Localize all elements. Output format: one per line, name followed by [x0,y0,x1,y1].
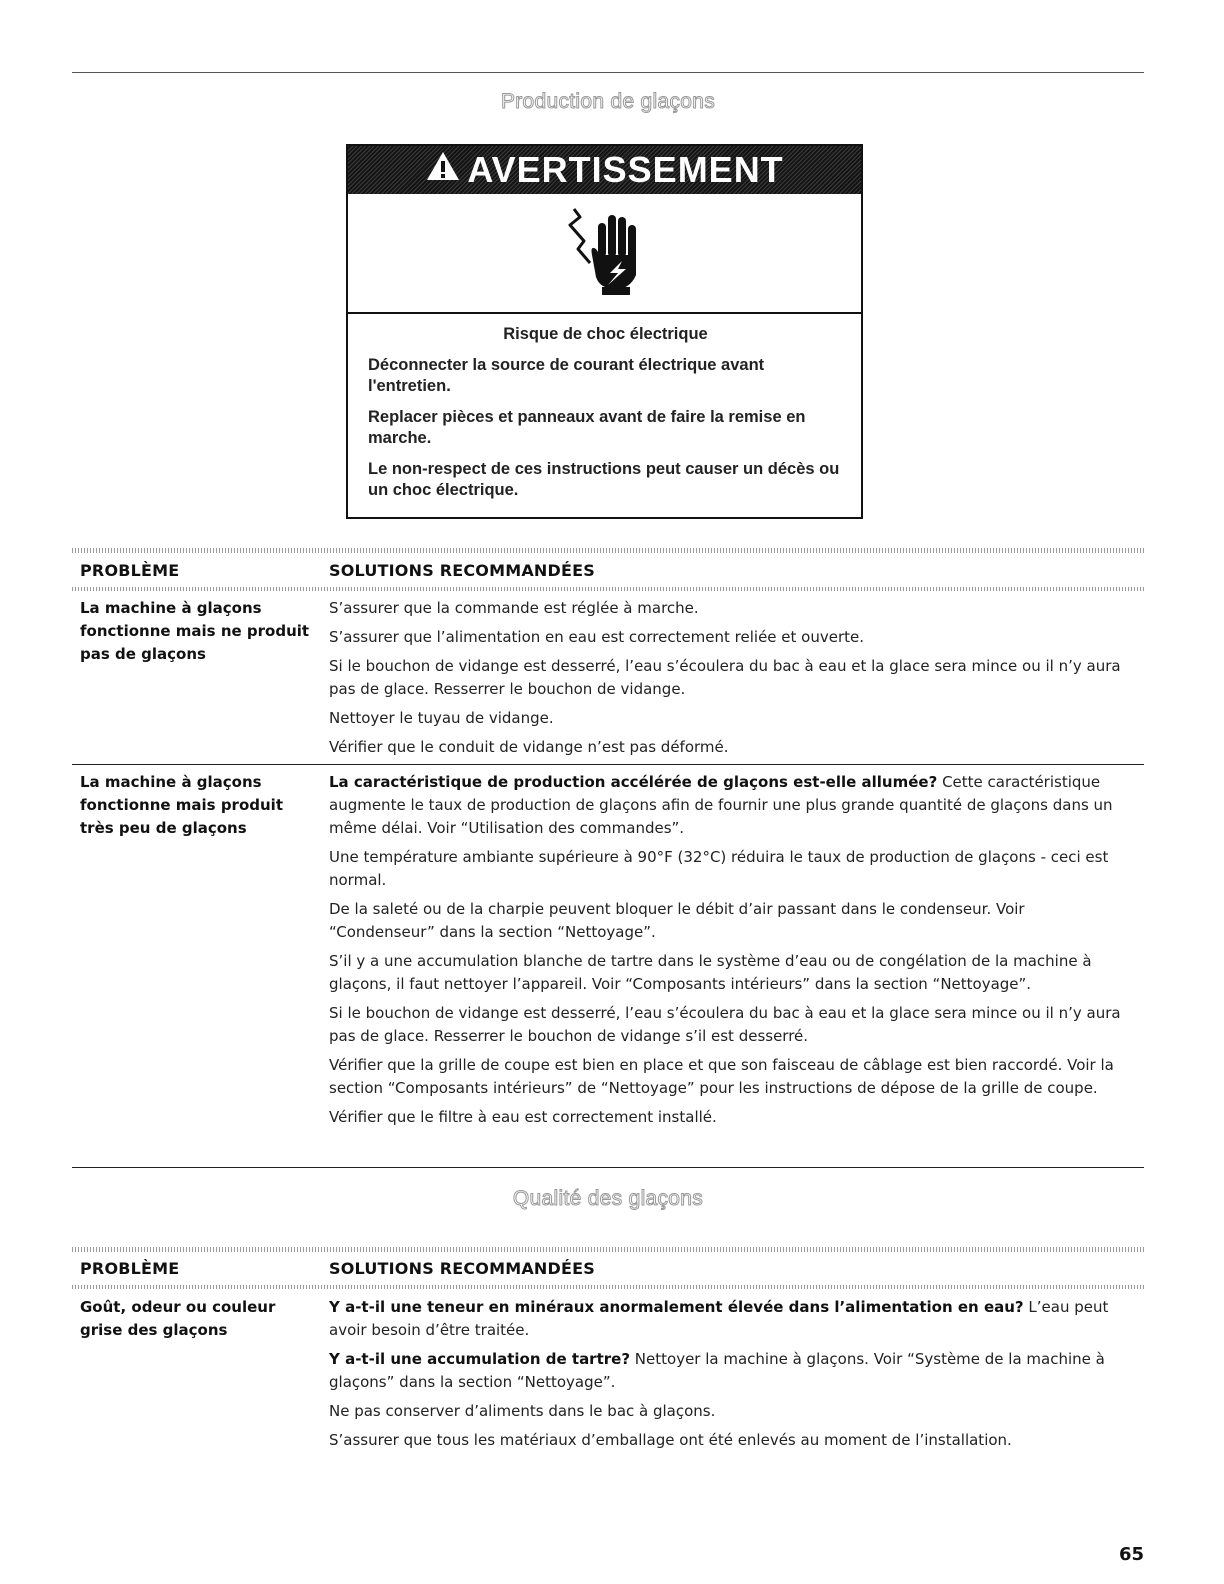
table-header-top-rule [72,548,1144,553]
warning-paragraph: Replacer pièces et panneaux avant de faire la remise en marche. [368,408,806,447]
warning-icon-area [348,194,861,314]
solutions-cell [329,771,1134,1135]
warning-text [368,324,843,511]
solution-item: S’assurer que la commande est réglée à marche. [329,599,699,617]
problem-cell: Goût, odeur ou couleur grise des glaçons [80,1298,276,1339]
warning-paragraph: Le non-respect de ces instructions peut causer un décès ou un choc électrique. [368,460,840,499]
solution-item: S’assurer que l’alimentation en eau est correctement reliée et ouverte. [329,628,865,646]
warning-header [348,146,861,194]
column-header-problem: PROBLÈME [80,561,180,580]
solution-item: Vérifier que le conduit de vidange n’est pas déformé. [329,738,729,756]
table-header-top-rule [72,1247,1144,1252]
warning-header-label: AVERTISSEMENT [467,149,784,190]
solution-item: Si le bouchon de vidange est desserré, l’eau s’écoulera du bac à eau et la glace sera mince ou il n’y aura pas de glace. Resserrer le bouchon de vidange. [329,657,1121,698]
section-title-ice-production: Production de glaçons [500,90,716,113]
problem-cell: La machine à glaçons fonctionne mais produit très peu de glaçons [80,773,283,837]
warning-triangle-icon [425,149,461,191]
solution-item: Une température ambiante supérieure à 90°F (32°C) réduira le taux de production de glaçons - ceci est normal. [329,848,1109,889]
warning-risk: Risque de choc électrique [503,325,708,343]
solution-item: La caractéristique de production accélérée de glaçons est-elle allumée? Cette caractéristique augmente le taux de production de glaçons afin de fournir une plus grande quantité de glaçons dans un même délai. Voir “Utilisation des commandes”. [329,773,1113,837]
solution-item: S’assurer que tous les matériaux d’emballage ont été enlevés au moment de l’installation. [329,1431,1012,1449]
problem-cell: La machine à glaçons fonctionne mais ne produit pas de glaçons [80,599,310,663]
column-header-problem: PROBLÈME [80,1259,180,1278]
electric-shock-hand-icon [560,205,650,301]
section-title-ice-quality: Qualité des glaçons [512,1187,704,1210]
solution-item: Ne pas conserver d’aliments dans le bac à glaçons. [329,1402,716,1420]
warning-box [346,144,863,519]
solutions-cell [329,1296,1134,1458]
solution-item: Y a-t-il une teneur en minéraux anormalement élevée dans l’alimentation en eau? L’eau peut avoir besoin d’être traitée. [329,1298,1109,1339]
warning-paragraph: Déconnecter la source de courant électrique avant l'entretien. [368,356,765,395]
top-rule [72,72,1144,73]
row-divider [72,764,1144,765]
solution-item: S’il y a une accumulation blanche de tartre dans le système d’eau ou de congélation de la machine à glaçons, il faut nettoyer l’appareil. Voir “Composants intérieurs” dans la section “Nettoyage”. [329,952,1092,993]
solution-item: De la saleté ou de la charpie peuvent bloquer le débit d’air passant dans le condenseur. Voir “Condenseur” dans la section “Nettoyage”. [329,900,1025,941]
solutions-cell [329,597,1134,765]
solution-item: Vérifier que la grille de coupe est bien en place et que son faisceau de câblage est bien raccordé. Voir la section “Composants intérieurs” de “Nettoyage” pour les instructions de dépose de la grille de coupe. [329,1056,1114,1097]
solution-item: Si le bouchon de vidange est desserré, l’eau s’écoulera du bac à eau et la glace sera mince ou il n’y aura pas de glace. Resserrer le bouchon de vidange s’il est desserré. [329,1004,1121,1045]
column-header-solutions: SOLUTIONS RECOMMANDÉES [329,561,595,580]
solution-item: Nettoyer le tuyau de vidange. [329,709,554,727]
solution-item: Vérifier que le filtre à eau est correctement installé. [329,1108,717,1126]
page-number: 65 [1118,1544,1144,1565]
table-header-bottom-rule [72,1285,1144,1289]
solution-item: Y a-t-il une accumulation de tartre? Nettoyer la machine à glaçons. Voir “Système de la machine à glaçons” dans la section “Nettoyage”. [329,1350,1105,1391]
table-header-bottom-rule [72,587,1144,591]
column-header-solutions: SOLUTIONS RECOMMANDÉES [329,1259,595,1278]
section-divider [72,1167,1144,1168]
